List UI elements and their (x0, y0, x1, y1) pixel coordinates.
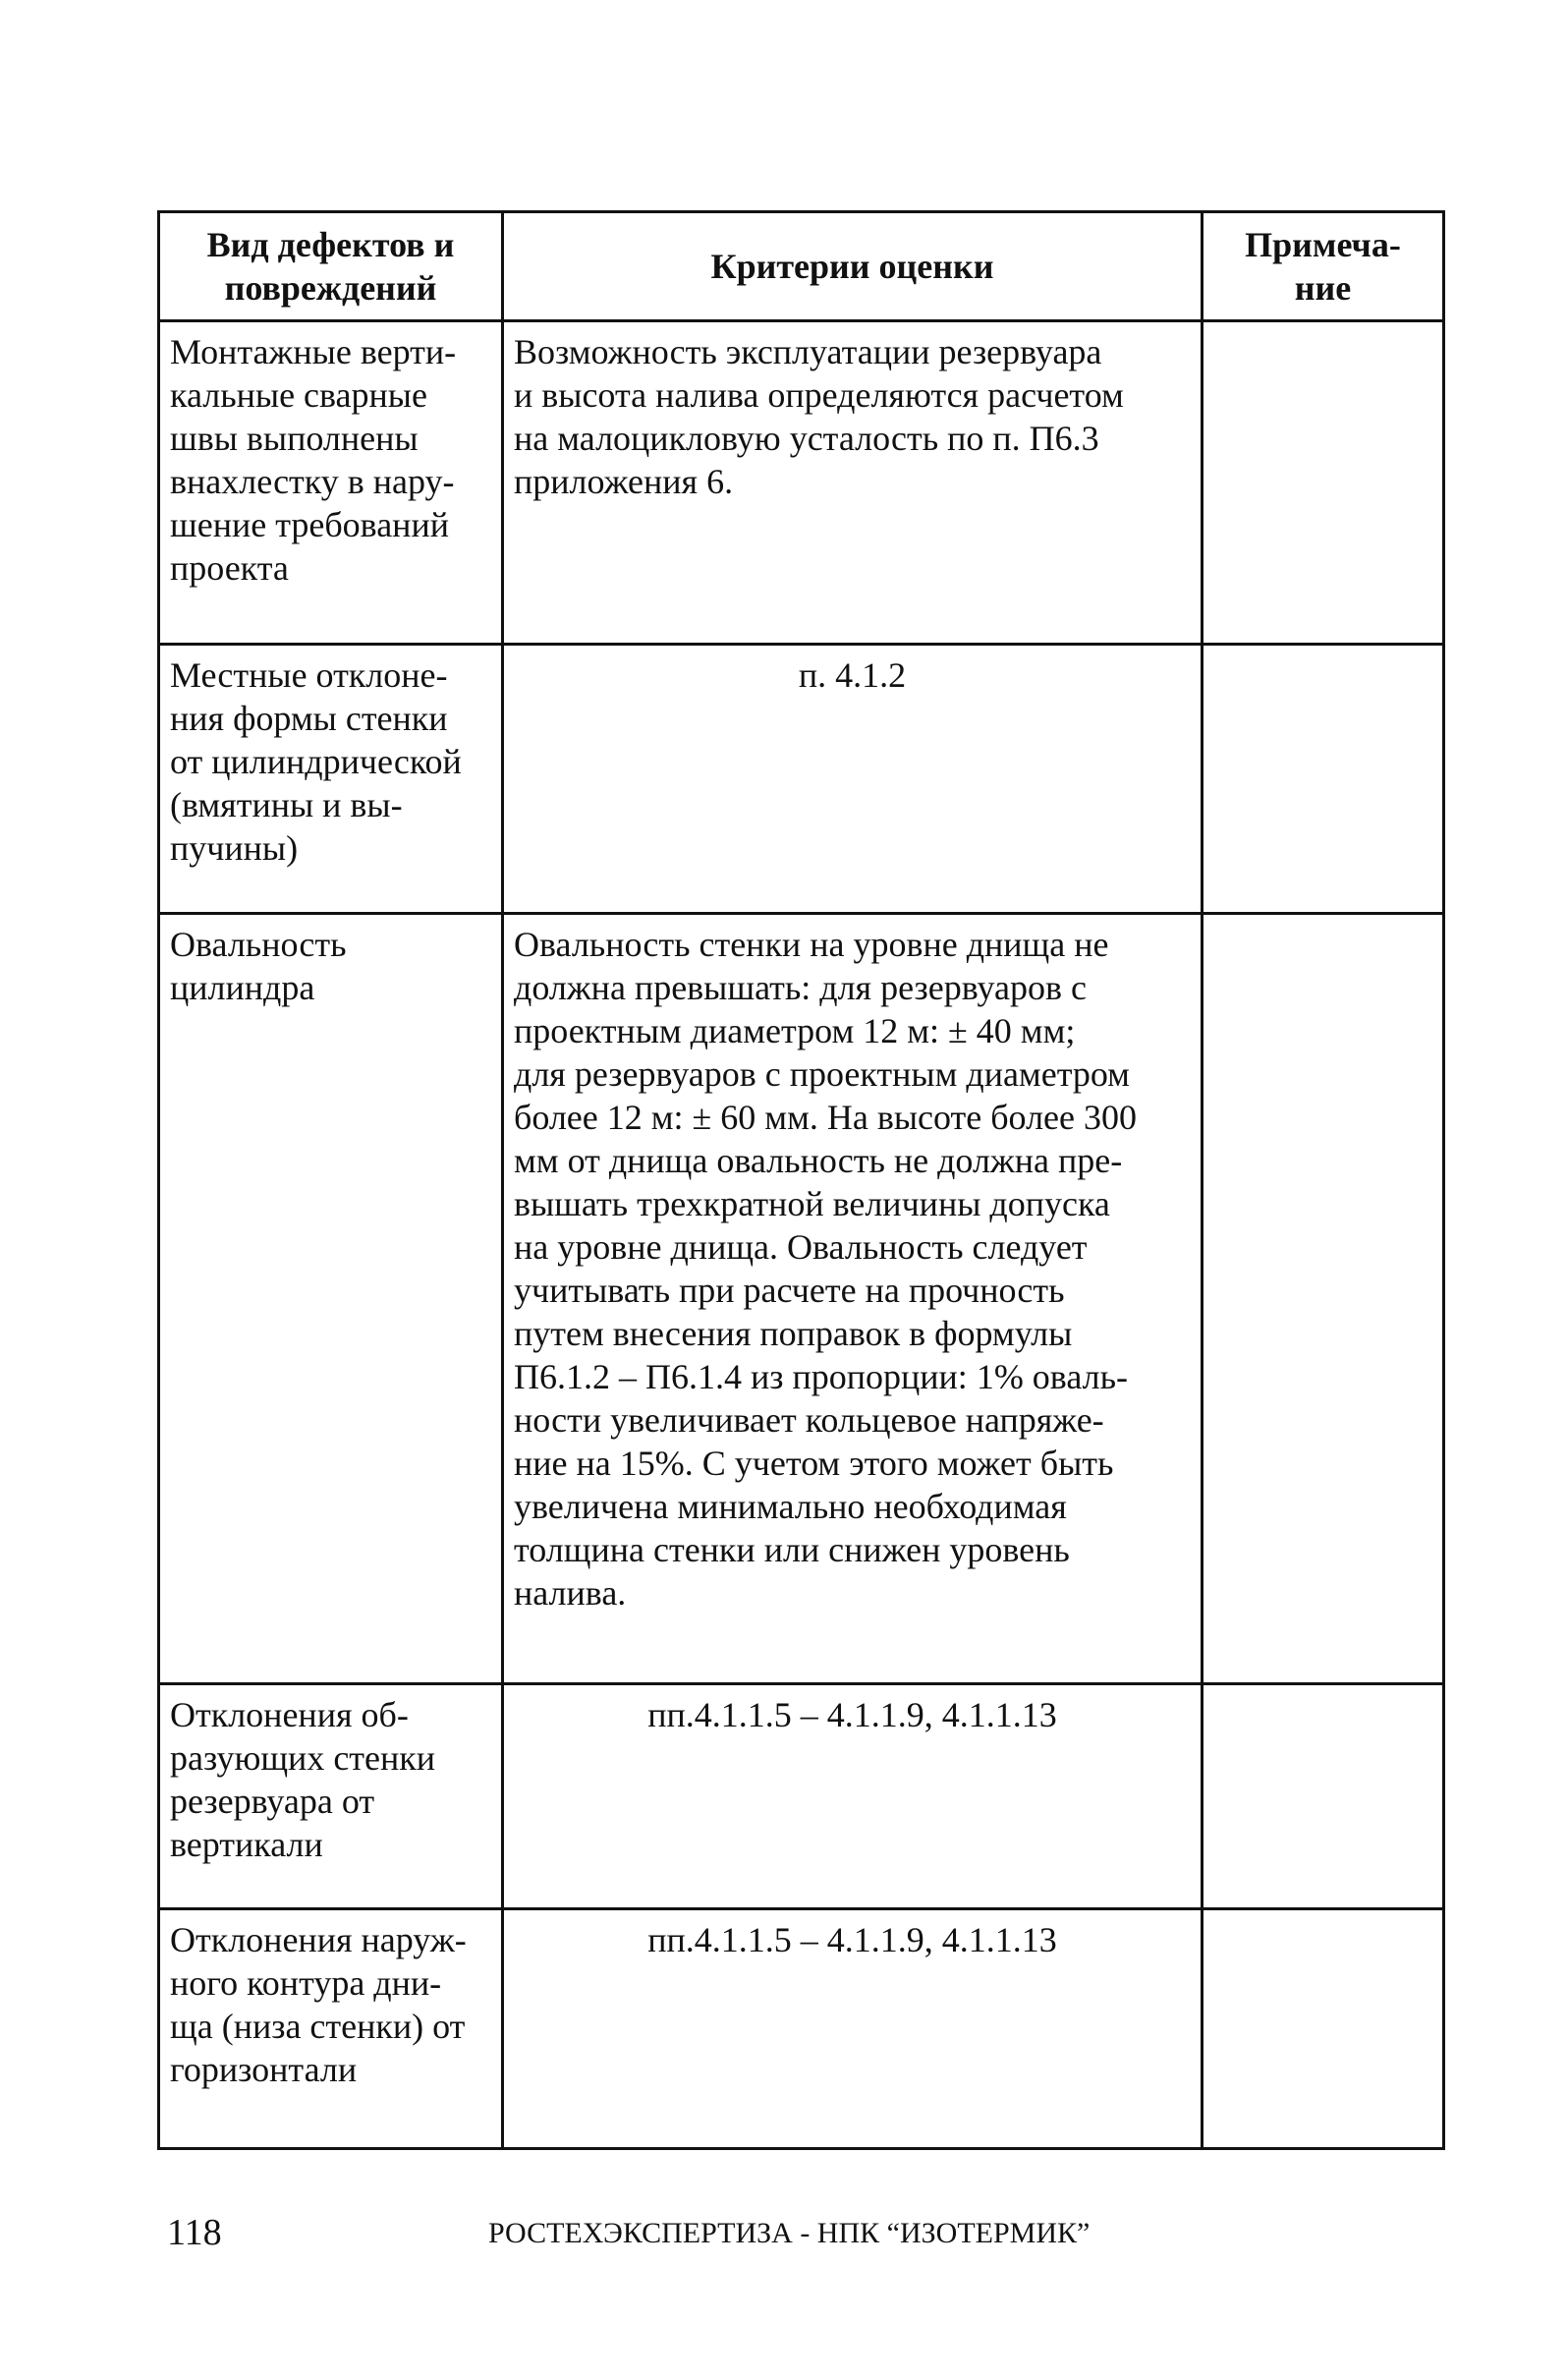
table-row (159, 321, 1444, 645)
note-cell (1203, 1909, 1444, 2149)
defect-cell: Отклонения наруж- ного контура дни- ща (низа стенки) от горизонтали (159, 1909, 503, 2149)
defect-cell: Овальность цилиндра (159, 914, 503, 1684)
criteria-cell: Возможность эксплуатации резервуара и высота налива определяются расчетом на малоцикловую усталость по п. П6.3 приложения 6. (503, 321, 1203, 645)
header-defect-type: Вид дефектов и повреждений (159, 212, 503, 321)
table-row (159, 914, 1444, 1684)
page-number: 118 (167, 2212, 222, 2253)
table-row (159, 1909, 1444, 2149)
note-cell (1203, 321, 1444, 645)
note-cell (1203, 914, 1444, 1684)
table-row (159, 645, 1444, 914)
criteria-cell: пп.4.1.1.5 – 4.1.1.9, 4.1.1.13 (503, 1909, 1203, 2149)
defect-cell: Местные отклоне- ния формы стенки от цилиндрической (вмятины и вы- пучины) (159, 645, 503, 914)
publisher-footer: РОСТЕХЭКСПЕРТИЗА - НПК “ИЗОТЕРМИК” (488, 2217, 1091, 2249)
defect-cell: Отклонения об- разующих стенки резервуара от вертикали (159, 1684, 503, 1909)
criteria-cell: п. 4.1.2 (503, 645, 1203, 914)
table-row (159, 1684, 1444, 1909)
note-cell (1203, 1684, 1444, 1909)
criteria-cell: Овальность стенки на уровне днища не должна превышать: для резервуаров с проектным диаметром 12 м: ± 40 мм; для резервуаров с проектным диаметром более 12 м: ± 60 мм. На высоте более 300 мм от днища овальность не должна пре- вышать трехкратной величины допуска на уровне днища. Овальность следует учитывать при расчете на прочность путем внесения поправок в формулы П6.1.2 – П6.1.4 из пропорции: 1% оваль- ности увеличивает кольцевое напряже- ние на 15%. С учетом этого может быть увеличена минимально необходимая толщина стенки или снижен уровень налива. (503, 914, 1203, 1684)
header-criteria: Критерии оценки (503, 212, 1203, 321)
table-header-row (159, 212, 1444, 321)
defect-cell: Монтажные верти- кальные сварные швы выполнены внахлестку в нару- шение требований проекта (159, 321, 503, 645)
note-cell (1203, 645, 1444, 914)
criteria-cell: пп.4.1.1.5 – 4.1.1.9, 4.1.1.13 (503, 1684, 1203, 1909)
defects-table (157, 210, 1445, 2150)
header-note: Примеча- ние (1203, 212, 1444, 321)
